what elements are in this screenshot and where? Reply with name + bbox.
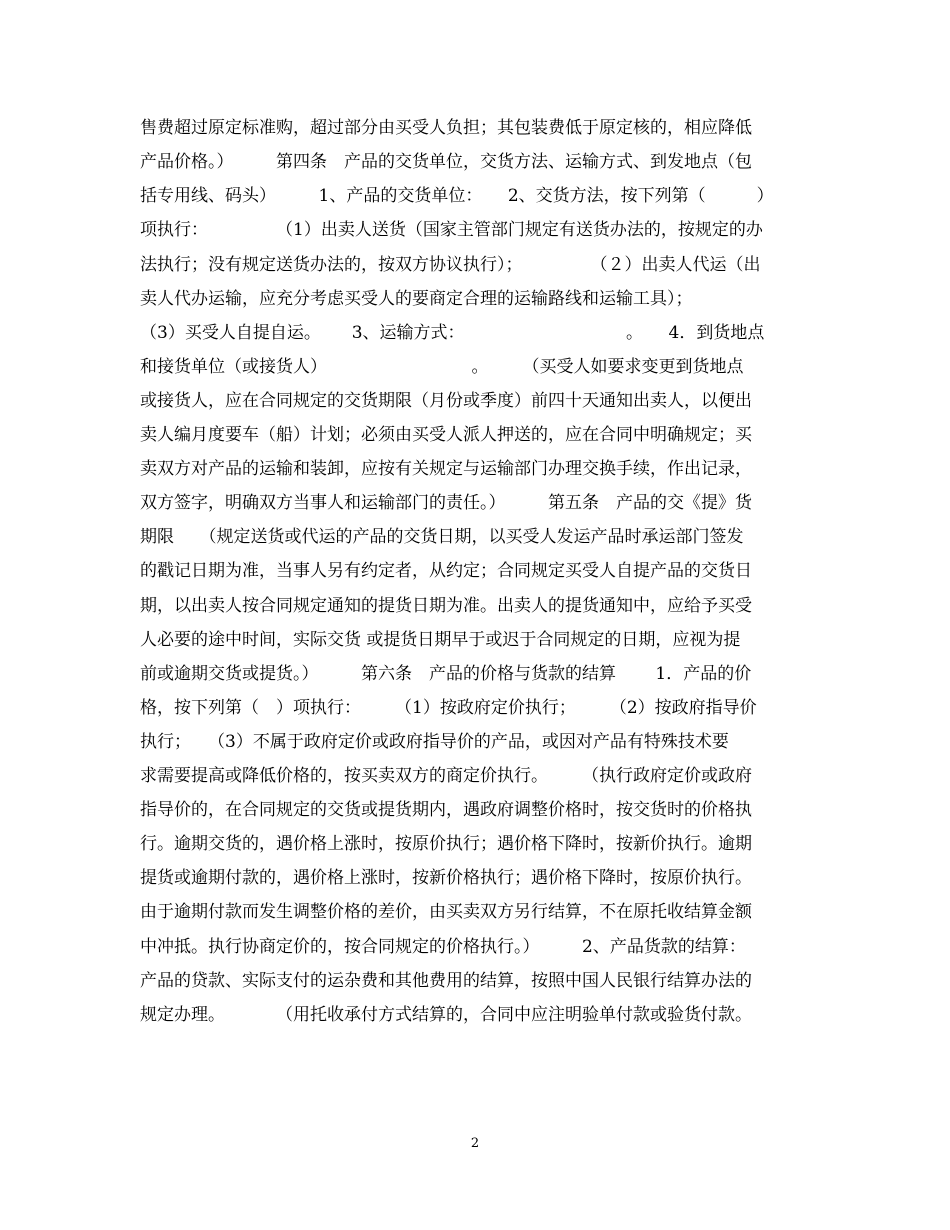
text-line: 中冲抵。执行协商定价的，按合同规定的价格执行。） 2、产品货款的结算： [140, 937, 746, 957]
text-line: 项执行： （1）出卖人送货（国家主管部门规定有送货办法的，按规定的办 [140, 220, 763, 240]
text-line: 前或逾期交货或提货。） 第六条 产品的价格与货款的结算 1．产品的价 [140, 664, 752, 684]
text-line: 期，以出卖人按合同规定通知的提货日期为准。出卖人的提货通知中，应给予买受 [140, 596, 752, 616]
text-line: 的戳记日期为准，当事人另有约定者，从约定；合同规定买受人自提产品的交货日 [140, 561, 752, 581]
text-line: 期限 （规定送货或代运的产品的交货日期，以买受人发运产品时承运部门签发 [140, 527, 744, 547]
page-number: 2 [470, 1136, 480, 1151]
text-line: 售费超过原定标准购，超过部分由买受人负担；其包装费低于原定核的，相应降低 [140, 118, 752, 138]
text-line: 和接货单位（或接货人） 。 （买受人如要求变更到货地点 [140, 357, 744, 377]
text-line: 产品价格。） 第四条 产品的交货单位，交货方法、运输方式、到发地点（包 [140, 152, 752, 172]
text-line: 指导价的，在合同规定的交货或提货期内，遇政府调整价格时，按交货时的价格执 [140, 800, 752, 820]
text-line: 人必要的途中时间，实际交货 或提货日期早于或迟于合同规定的日期，应视为提 [140, 630, 741, 650]
text-line: 产品的贷款、实际支付的运杂费和其他费用的结算，按照中国人民银行结算办法的 [140, 971, 752, 991]
text-line: 由于逾期付款而发生调整价格的差价，由买卖双方另行结算，不在原托收结算金额 [140, 902, 752, 922]
text-line: 格，按下列第（ ）项执行： （1）按政府定价执行； （2）按政府指导价 [140, 698, 757, 718]
text-line: 卖双方对产品的运输和装卸，应按有关规定与运输部门办理交换手续，作出记录， [140, 459, 752, 479]
text-line: 提货或逾期付款的，遇价格上涨时，按新价格执行；遇价格下降时，按原价执行。 [140, 868, 752, 888]
text-line: 法执行；没有规定送货办法的，按双方协议执行）； （２）出卖人代运（出 [140, 255, 761, 275]
text-line: 或接货人，应在合同规定的交货期限（月份或季度）前四十天通知出卖人，以便出 [140, 391, 752, 411]
text-line: 卖人编月度要车（船）计划；必须由买受人派人押送的，应在合同中明确规定；买 [140, 425, 752, 445]
text-line: （3）买受人自提自运。 3、运输方式： 。 4．到货地点 [140, 323, 765, 343]
text-line: 卖人代办运输，应充分考虑买受人的要商定合理的运输路线和运输工具）； [140, 289, 693, 309]
text-line: 行。逾期交货的，遇价格上涨时，按原价执行；遇价格下降时，按新价执行。逾期 [140, 834, 752, 854]
text-line: 双方签字，明确双方当事人和运输部门的责任。） 第五条 产品的交《提》货 [140, 493, 752, 513]
text-line: 执行； （3）不属于政府定价或政府指导价的产品，或因对产品有特殊技术要 [140, 732, 729, 752]
text-line: 求需要提高或降低价格的，按买卖双方的商定价执行。 （执行政府定价或政府 [140, 766, 752, 786]
text-line: 规定办理。 （用托收承付方式结算的，合同中应注明验单付款或验货付款。 [140, 1005, 752, 1025]
text-line: 括专用线、码头） 1、产品的交货单位： 2、交货方法，按下列第（ ） [140, 186, 774, 206]
